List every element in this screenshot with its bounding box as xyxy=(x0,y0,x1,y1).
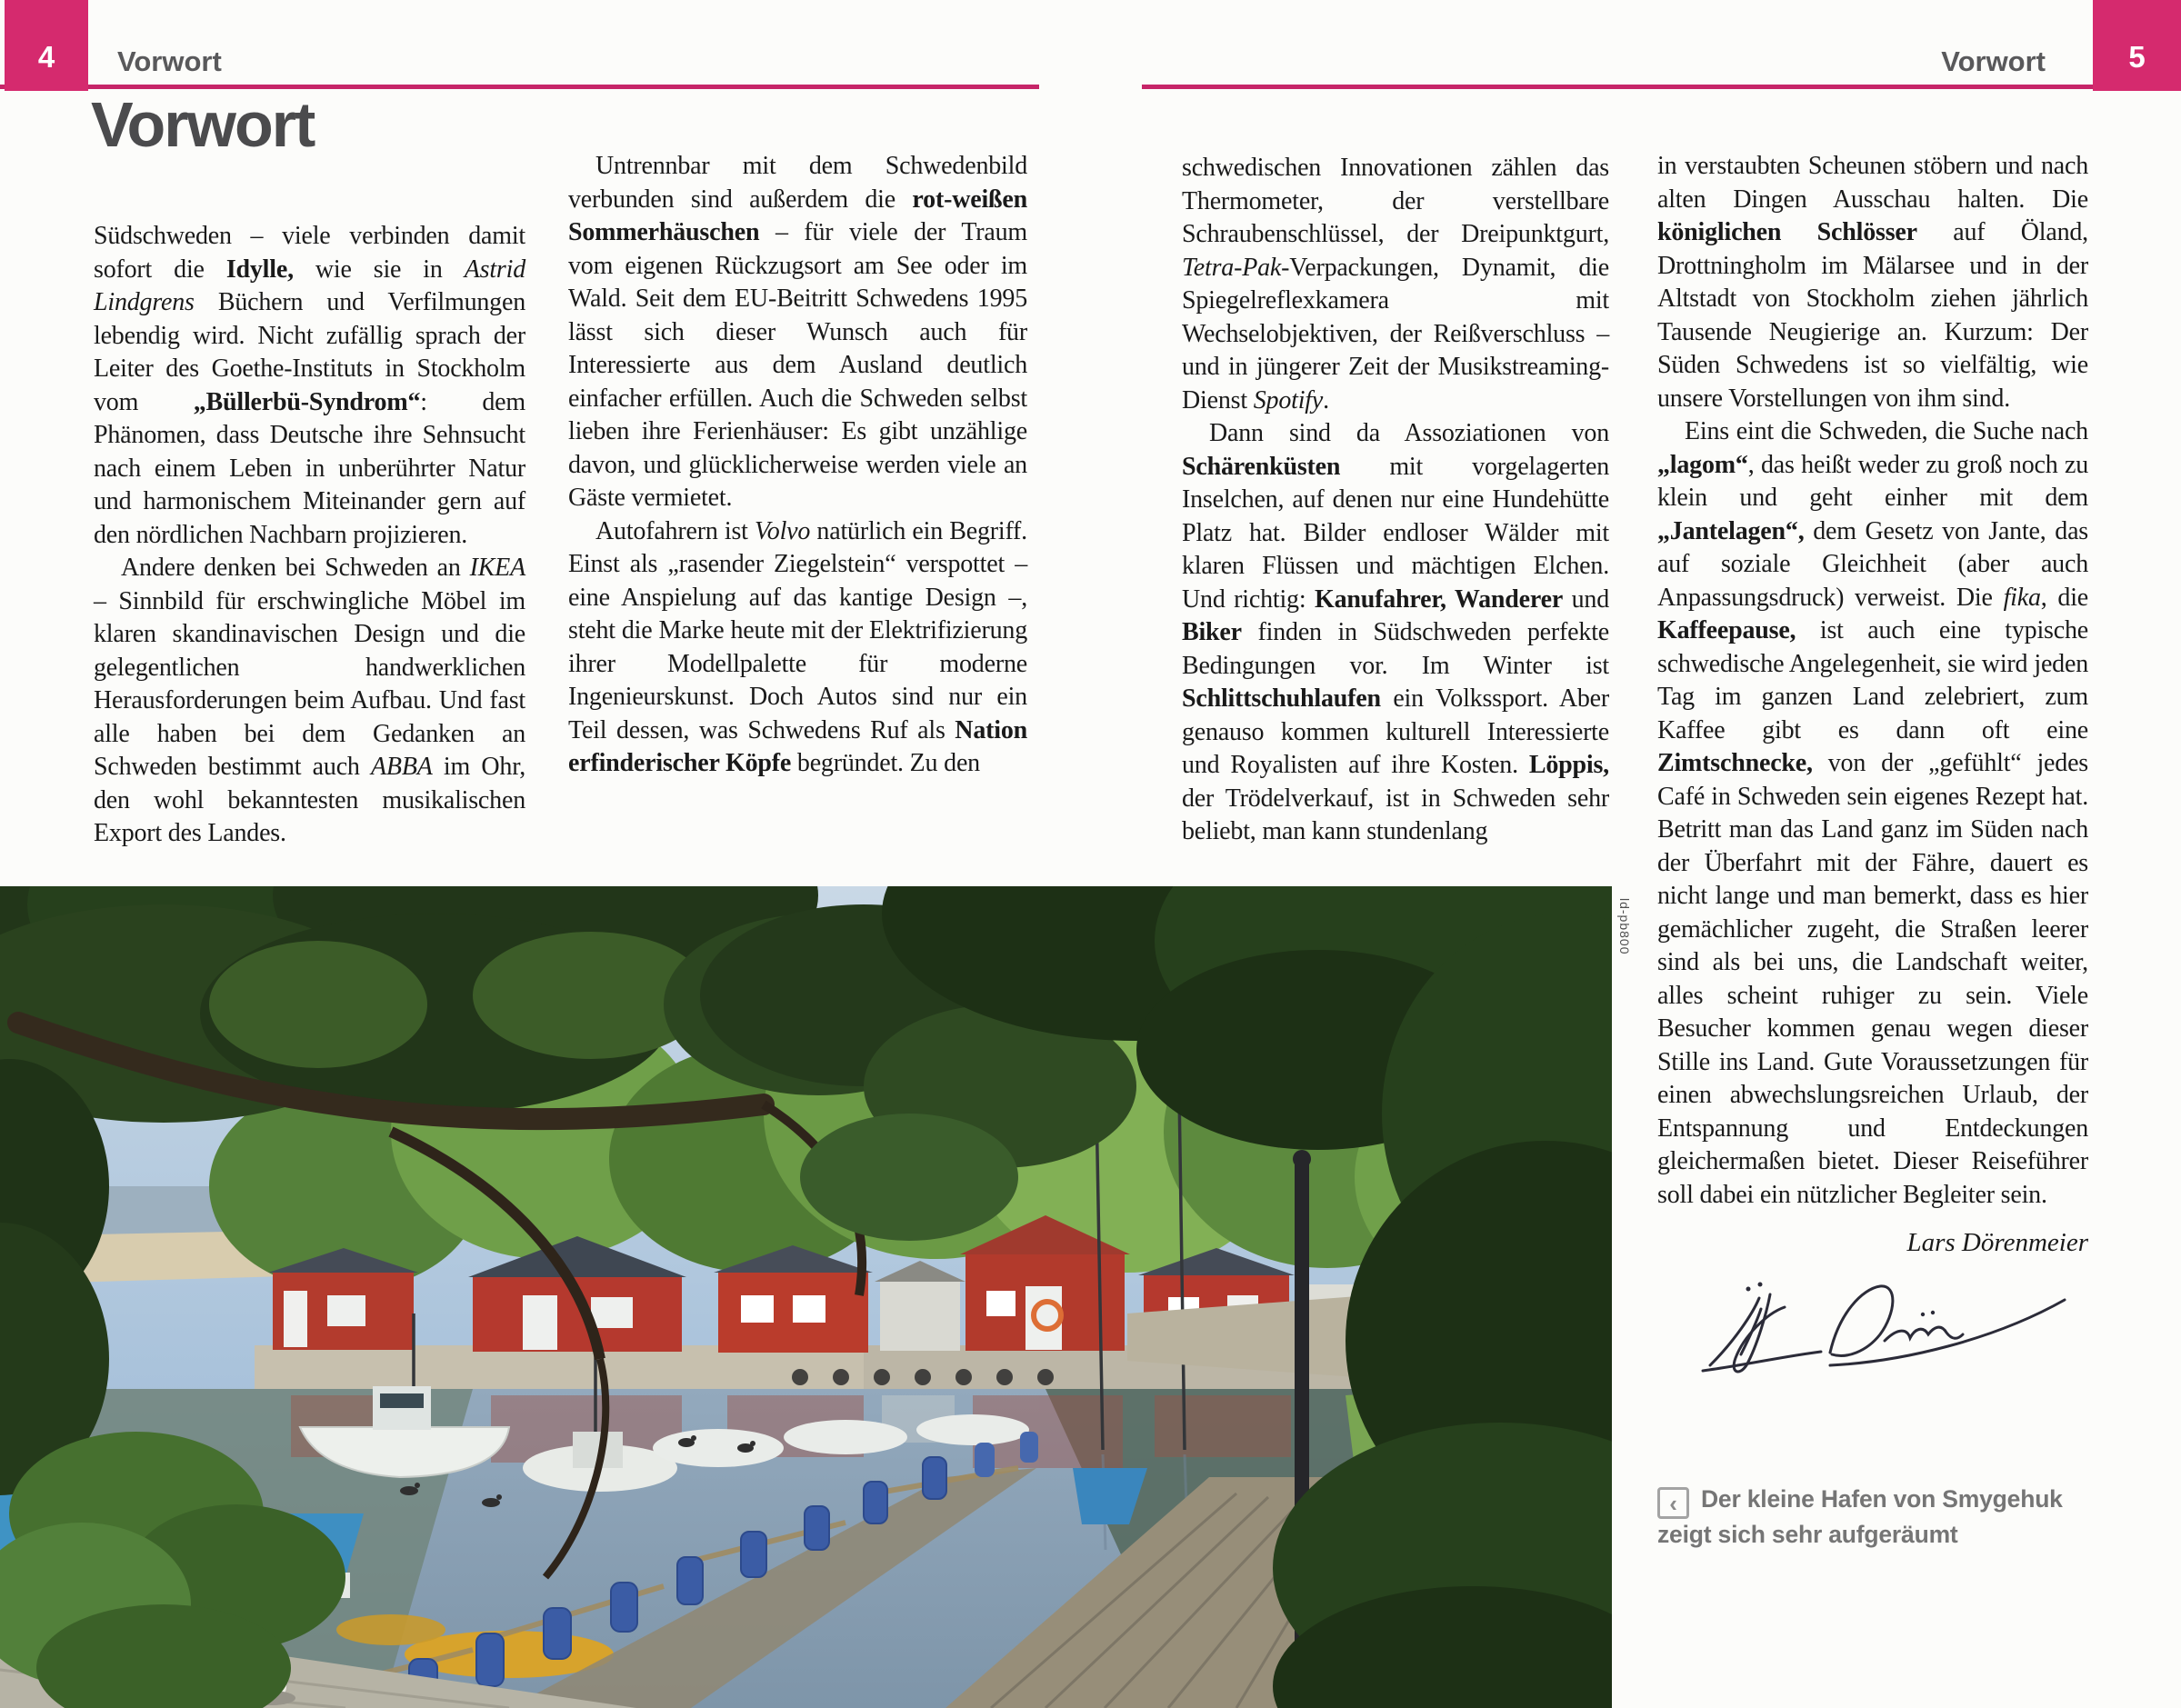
paragraph: Andere denken bei Schweden an IKEA – Sinnbild für erschwingliche Möbel im klaren skandinavischen Design und die gelegentlichen handwerklichen Herausforderungen beim Aufbau. Und fast alle haben bei dem Gedanken an Schweden bestimmt auch ABBA im Ohr, den wohl bekanntesten musikalischen Export des Landes. xyxy=(94,554,525,847)
paragraph: Südschweden – viele verbinden damit sofort die Idylle, wie sie in Astrid Lindgrens Büchern und Verfilmungen lebendig wird. Nicht zufällig sprach der Leiter des Goethe-Instituts in Stockholm vom „Büllerbü-Syndrom“: dem Phänomen, dass Deutsche ihre Sehnsucht nach einem Leben in unberührter Natur und harmonischem Miteinander gern auf den nördlichen Nachbarn projizieren. xyxy=(94,222,525,549)
signature-svg xyxy=(1694,1264,2085,1382)
paragraph: Dann sind da Assoziationen von Schärenküsten mit vorgelagerten Inselchen, auf denen nur eine Hundehütte Platz hat. Bilder endloser Wälder mit klaren Flüssen und mächtigen Elchen. Und richtig: Kanufahrer, Wanderer und Biker finden in Südschweden perfekte Bedingungen vor. Im Winter ist Schlittschuhlaufen ein Volkssport. Aber genauso kommen kulturell Interessierte und Royalisten auf ihre Kosten. Löppis, der Trödelverkauf, ist in Schweden sehr beliebt, man kann stundenlang xyxy=(1182,419,1610,845)
harbor-photo xyxy=(0,886,1612,1708)
page-title: Vorwort xyxy=(91,89,315,160)
paragraph: schwedischen Innovationen zählen das Thermometer, der verstellbare Schraubenschlüssel, der Dreipunktgurt, Tetra-Pak-Verpackungen, Dynamit, die Spiegelreflexkamera mit Wechselobjektiven, der Reißverschluss – und in jüngerer Zeit der Musikstreaming-Dienst Spotify. xyxy=(1182,154,1609,415)
left-angle-box-icon: ‹ xyxy=(1657,1487,1689,1519)
page-number-left: 4 xyxy=(5,0,88,91)
caption-text: Der kleine Hafen von Smygehuk zeigt sich sehr aufgeräumt xyxy=(1657,1484,2063,1548)
text-column-1 xyxy=(94,220,525,851)
text-column-2 xyxy=(568,150,1027,781)
photo-caption xyxy=(1657,1483,2063,1552)
author-name: Lars Dörenmeier xyxy=(1906,1228,2088,1257)
photo-credit: ld-pb800 xyxy=(1617,898,1632,955)
header-rule-right xyxy=(1142,85,2181,89)
page-number-right: 5 xyxy=(2093,0,2181,91)
column4-text xyxy=(1657,150,2088,1212)
running-header-left: Vorwort xyxy=(117,45,222,77)
signature-graphic xyxy=(1657,1264,2085,1382)
paragraph: in verstaubten Scheunen stöbern und nach alten Dingen Ausschau halten. Die königlichen Schlösser auf Öland, Drottningholm im Mälarsee und in der Altstadt von Stockholm ziehen jährlich Tausende Neugierige an. Kurzum: Der Süden Schwedens ist so vielfältig, wie unsere Vorstellungen von ihm sind. xyxy=(1657,152,2088,413)
paragraph: Eins eint die Schweden, die Suche nach „lagom“, das heißt weder zu groß noch zu klein und geht einher mit dem „Jantelagen“, dem Gesetz von Jante, das auf soziale Gleichheit (aber auch Anpassungsdruck) verweist. Die fika, die Kaffeepause, ist auch eine typische schwedische Angelegenheit, sie wird jeden Tag im ganzen Land zelebriert, zum Kaffee gibt es dann oft eine Zimtschnecke, von der „gefühlt“ jedes Café in Schweden sein eigenes Rezept hat. Betritt man das Land ganz im Süden nach der Überfahrt mit der Fähre, dauert es nicht lange und man bemerkt, dass es hier gemächlicher zugeht, die Straßen leerer sind als bei uns, die Landschaft weiter, alles scheint ruhiger zu sein. Viele Besucher kommen genau wegen dieser Stille ins Land. Gute Voraussetzungen für einen abwechslungsreichen Urlaub, der Entspannung und Entdeckungen gleichermaßen bietet. Dieser Reiseführer soll dabei ein nützlicher Begleiter sein. xyxy=(1657,417,2088,1209)
text-column-4 xyxy=(1657,150,2088,1551)
harbor-photo-svg xyxy=(0,886,1612,1708)
text-column-3 xyxy=(1182,152,1609,849)
running-header-right: Vorwort xyxy=(1941,45,2046,77)
paragraph: Untrennbar mit dem Schwedenbild verbunden sind außerdem die rot-weißen Sommerhäuschen – für viele der Traum vom eigenen Rückzugsort am See oder im Wald. Seit dem EU-Beitritt Schwedens 1995 lässt sich dieser Wunsch auch für Interessierte aus dem Ausland deutlich einfacher erfüllen. Auch die Schweden selbst lieben ihre Ferienhäuser: Es gibt unzählige davon, und glücklicherweise werden viele an Gäste vermietet. xyxy=(568,152,1027,512)
header-rule-left xyxy=(0,85,1039,89)
paragraph: Autofahrern ist Volvo natürlich ein Begriff. Einst als „rasender Ziegelstein“ verspottet – eine Anspielung auf das kantige Design –, steht die Marke heute mit der Elektrifizierung ihrer Modellpalette für moderne Ingenieurskunst. Doch Autos sind nur ein Teil dessen, was Schwedens Ruf als Nation erfinderischer Köpfe begründet. Zu den xyxy=(568,516,1027,777)
